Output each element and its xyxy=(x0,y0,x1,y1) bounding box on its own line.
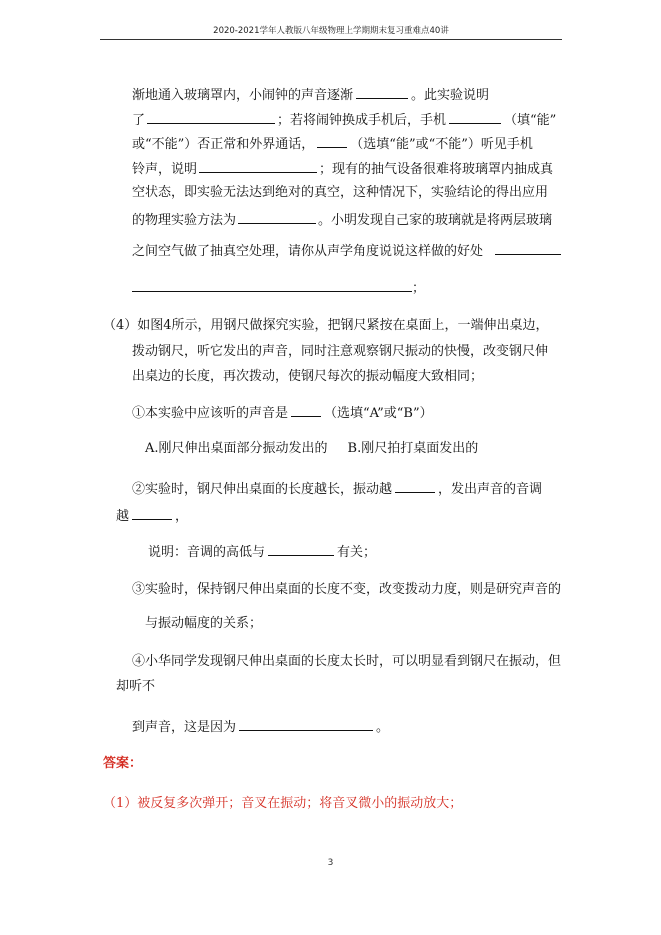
p3-line-5: 空状态，即实验无法达到绝对的真空，这种情况下，实验结论的得出应用 xyxy=(132,185,549,200)
answer-blank xyxy=(449,111,501,124)
option-b: B.刚尺拍打桌面发出的 xyxy=(347,441,479,456)
answer-blank xyxy=(199,160,317,173)
p3-line-4: 铃声，说明 ；现有的抽气设备很难将玻璃罩内抽成真 xyxy=(132,162,554,177)
p3-line-8: ； xyxy=(132,279,425,297)
p4-line-3: 出桌边的长度，再次拨动，使钢尺每次的振动幅度大致相同； xyxy=(132,369,484,384)
question-3: ③实验时，保持钢尺伸出桌面的长度不变，改变拨动力度，则是研究声音的 xyxy=(132,582,562,597)
p3-line-1: 渐地通入玻璃罩内，小闹钟的声音逐渐 。此实验说明 xyxy=(132,88,490,103)
question-1-options xyxy=(145,441,478,457)
answer-blank xyxy=(239,718,373,731)
option-a: A.刚尺伸出桌面部分振动发出的 xyxy=(145,441,328,456)
p3-line-2: 了 ；若将闹钟换成手机后，手机 （填“能” xyxy=(132,113,557,128)
answer-blank xyxy=(268,543,334,556)
p3-line-7: 之间空气做了抽真空处理，请你从声学角度说说这样做的好处 xyxy=(132,242,561,260)
answer-blank xyxy=(238,211,316,224)
answer-blank xyxy=(291,404,321,417)
p3-line-6: 的物理实验方法为 。小明发现自己家的玻璃就是将两层玻璃 xyxy=(132,213,553,228)
question-4-end: 到声音，这是因为 。 xyxy=(132,720,390,735)
question-3-cont: 与振动幅度的关系； xyxy=(145,616,263,631)
answer-heading: 答案： xyxy=(103,756,143,771)
question-1: ①本实验中应该听的声音是 （选填“A”或“B”） xyxy=(132,406,433,421)
answer-blank xyxy=(317,135,347,148)
answer-blank xyxy=(495,242,561,255)
question-2: ②实验时，钢尺伸出桌面的长度越长，振动越 ，发出声音的音调 xyxy=(132,482,543,497)
question-4-cont: 却听不 xyxy=(116,679,156,694)
answer-blank xyxy=(147,111,275,124)
answer-blank xyxy=(356,86,408,99)
p3-line-3: 或“不能”）否正常和外界通话， （选填“能”或“不能”）听见手机 xyxy=(132,137,533,152)
question-2-explain: 说明：音调的高低与 有关； xyxy=(148,545,377,560)
answer-blank xyxy=(132,279,412,292)
answer-1: （1）被反复多次弹开；音叉在振动；将音叉微小的振动放大； xyxy=(103,796,463,811)
header-rule xyxy=(100,39,562,40)
page-number: 3 xyxy=(327,858,334,868)
page-header: 2020-2021学年人教版八年级物理上学期期末复习重难点40讲 xyxy=(213,26,449,36)
answer-blank xyxy=(132,507,172,520)
question-2-cont: 越 ， xyxy=(116,509,189,524)
question-4: ④小华同学发现钢尺伸出桌面的长度太长时，可以明显看到钢尺在振动，但 xyxy=(132,654,562,669)
p4-line-2: 拨动钢尺，听它发出的声音，同时注意观察钢尺振动的快慢，改变钢尺伸 xyxy=(132,344,549,359)
answer-blank xyxy=(395,480,435,493)
p4-line-1: （4）如图4所示，用钢尺做探究实验，把钢尺紧按在桌面上，一端伸出桌边， xyxy=(103,318,549,333)
